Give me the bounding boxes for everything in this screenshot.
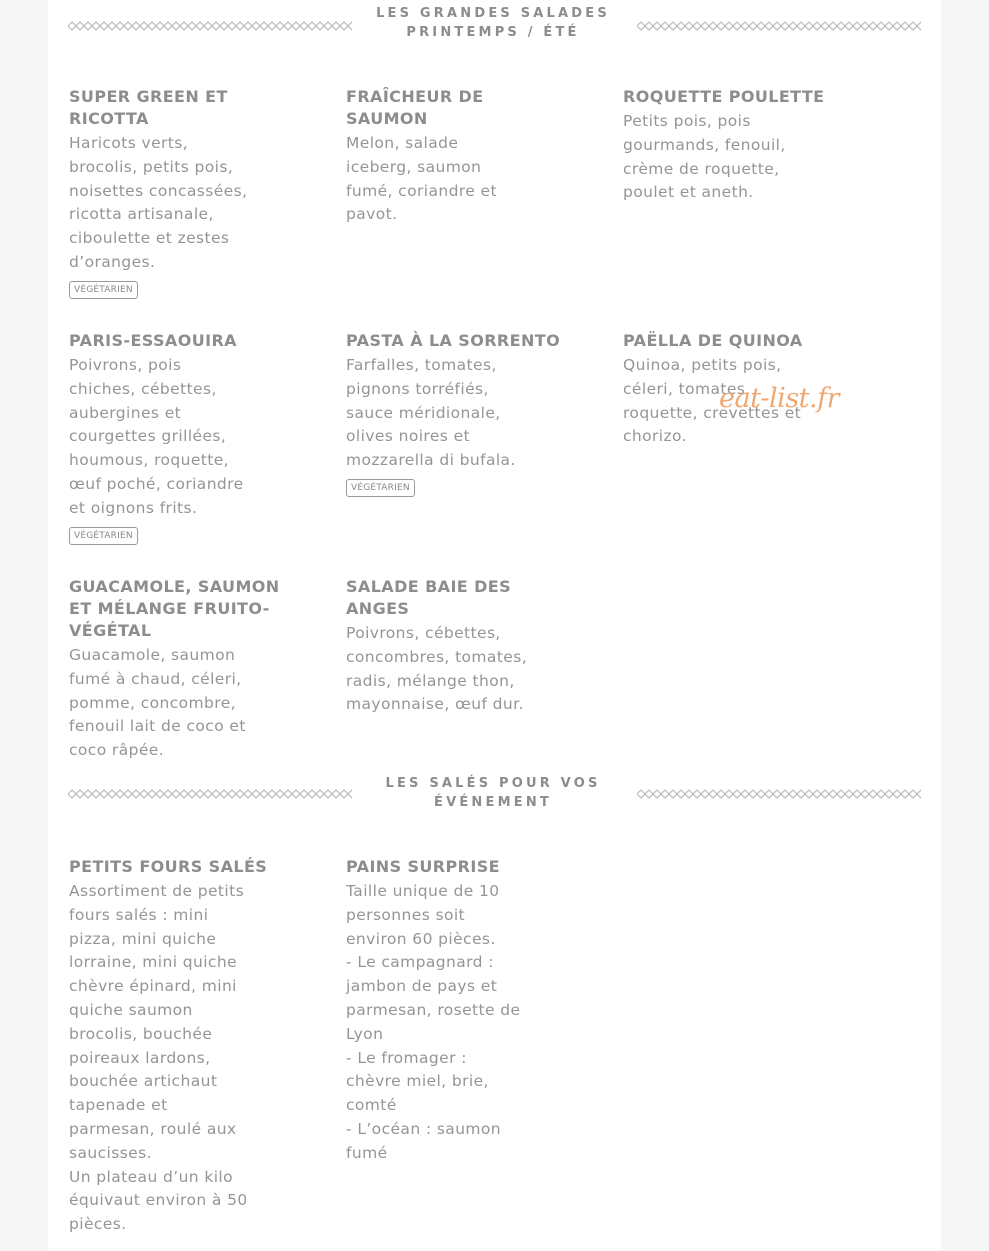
item-name: PARIS-ESSAOUIRA <box>69 331 237 350</box>
vegetarian-badge: VÉGÉTARIEN <box>346 479 415 497</box>
item-description: Assortiment de petits fours salés : mini pizza, mini quiche lorraine, mini quiche chèvre épinard, mini quiche saumon brocolis, bouchée poireaux lardons, bouchée artichaut tapenade et parmesan, roulé aux saucisses. Un plateau d’un kilo équivaut environ à 50 pièces. <box>69 882 248 1234</box>
menu-item-pasta-sorrento <box>346 330 561 497</box>
item-name: PASTA À LA SORRENTO <box>346 331 561 350</box>
decorative-divider-left <box>68 20 352 32</box>
menu-item-pains-surprise <box>346 856 561 1166</box>
item-name: PAËLLA DE QUINOA <box>623 331 803 350</box>
item-description: Farfalles, tomates, pignons torréfiés, sauce méridionale, olives noires et mozzarella di bufala. <box>346 356 516 470</box>
menu-item-baie-des-anges <box>346 576 561 717</box>
vegetarian-badge: VÉGÉTARIEN <box>69 281 138 299</box>
item-name: GUACAMOLE, SAUMON ET MÉLANGE FRUITO- VÉGÉTAL <box>69 577 280 640</box>
section-header-sales <box>48 776 941 824</box>
menu-item-paris-essaouira <box>69 330 284 545</box>
item-description: Haricots verts, brocolis, petits pois, noisettes concassées, ricotta artisanale, ciboulette et zestes d’oranges. <box>69 134 248 271</box>
item-description: Quinoa, petits pois, céleri, tomates, roquette, crevettes et chorizo. <box>623 356 802 446</box>
menu-item-roquette-poulette <box>623 86 838 205</box>
menu-item-petits-fours <box>69 856 284 1237</box>
item-name: PAINS SURPRISE <box>346 857 500 876</box>
item-name: FRAÎCHEUR DE SAUMON <box>346 87 484 128</box>
menu-item-super-green <box>69 86 284 299</box>
vegetarian-badge: VÉGÉTARIEN <box>69 527 138 545</box>
item-description: Poivrons, cébettes, concombres, tomates, radis, mélange thon, mayonnaise, œuf dur. <box>346 624 528 714</box>
item-description: Guacamole, saumon fumé à chaud, céleri, pomme, concombre, fenouil lait de coco et coco râpée. <box>69 646 246 760</box>
menu-page <box>48 0 941 1251</box>
menu-item-fraicheur-saumon <box>346 86 561 227</box>
item-name: PETITS FOURS SALÉS <box>69 857 268 876</box>
item-name: SALADE BAIE DES ANGES <box>346 577 512 618</box>
item-name: ROQUETTE POULETTE <box>623 87 825 106</box>
decorative-divider-right <box>637 20 921 32</box>
item-description: Taille unique de 10 personnes soit environ 60 pièces. - Le campagnard : jambon de pays et parmesan, rosette de Lyon - Le fromager : chèvre miel, brie, comté - L’océan : saumon fumé <box>346 882 521 1162</box>
item-description: Poivrons, pois chiches, cébettes, aubergines et courgettes grillées, houmous, roquette, œuf poché, coriandre et oignons frits. <box>69 356 244 517</box>
decorative-divider-right <box>637 788 921 800</box>
item-name: SUPER GREEN ET RICOTTA <box>69 87 228 128</box>
section-header-salades <box>48 6 941 54</box>
section-title: LES GRANDES SALADES PRINTEMPS / ÉTÉ <box>376 6 610 40</box>
menu-item-guacamole-saumon <box>69 576 284 763</box>
decorative-divider-left <box>68 788 352 800</box>
item-description: Melon, salade iceberg, saumon fumé, coriandre et pavot. <box>346 134 497 224</box>
watermark: eat-list.fr <box>719 383 840 414</box>
item-description: Petits pois, pois gourmands, fenouil, crème de roquette, poulet et aneth. <box>623 112 786 202</box>
section-title: LES SALÉS POUR VOS ÉVÉNEMENT <box>385 776 601 810</box>
